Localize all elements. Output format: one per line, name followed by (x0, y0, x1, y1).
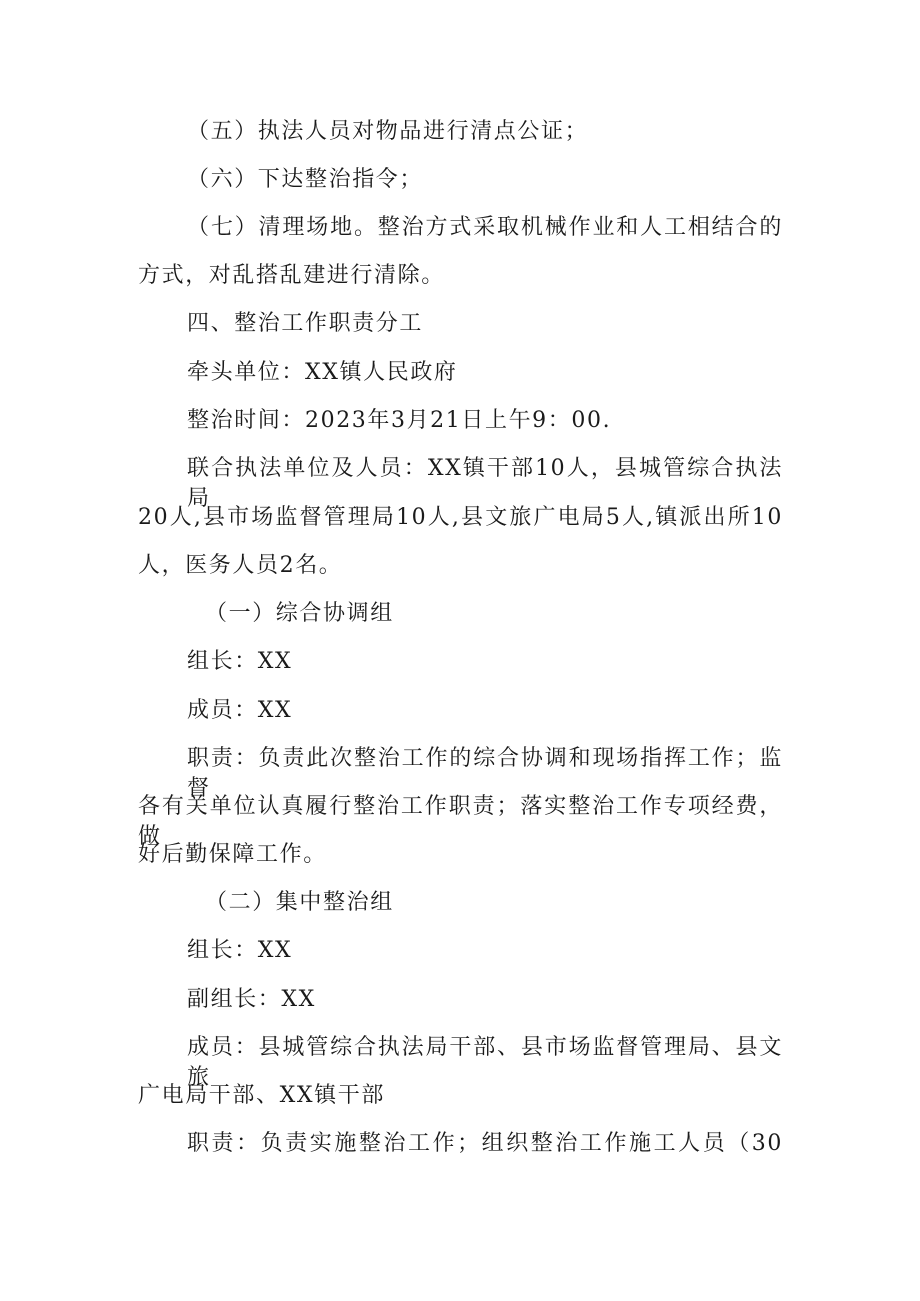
group-1-duty-line-3: 好后勤保障工作。 (138, 842, 327, 867)
group-2-members-line-1: 成员：县城管综合执法局干部、县市场监督管理局、县文旅 (187, 1035, 783, 1090)
group-1-duty-line-2: 各有关单位认真履行整治工作职责；落实整治工作专项经费，做 (138, 794, 783, 849)
group-1-leader: 组长：XX (187, 649, 293, 674)
group-1-duty-line-1: 职责：负责此次整治工作的综合协调和现场指挥工作；监督 (187, 746, 783, 801)
group-2-members-line-2: 广电局干部、XX镇干部 (138, 1083, 385, 1108)
item-7-line-1: （七）清理场地。整治方式采取机械作业和人工相结合的 (187, 215, 783, 240)
lead-unit-line: 牵头单位：XX镇人民政府 (187, 360, 458, 385)
group-2-duty-line-1: 职责：负责实施整治工作；组织整治工作施工人员（30 (187, 1131, 783, 1156)
group-2-deputy-leader: 副组长：XX (187, 987, 316, 1012)
group-2-leader: 组长：XX (187, 938, 293, 963)
group-2-heading: （二）集中整治组 (205, 890, 394, 915)
item-6-line: （六）下达整治指令； (187, 167, 424, 192)
joint-units-line-1: 联合执法单位及人员：XX镇干部10人，县城管综合执法局 (187, 456, 783, 511)
joint-units-line-2: 20人,县市场监督管理局10人,县文旅广电局5人,镇派出所10 (138, 505, 783, 530)
section-heading: 四、整治工作职责分工 (187, 311, 424, 336)
item-5-line: （五）执法人员对物品进行清点公证； (187, 119, 589, 144)
item-7-line-2: 方式，对乱搭乱建进行清除。 (138, 263, 445, 288)
group-1-heading: （一）综合协调组 (205, 601, 394, 626)
group-1-members: 成员：XX (187, 698, 293, 723)
schedule-line: 整治时间：2023年3月21日上午9：00. (187, 408, 612, 433)
joint-units-line-3: 人，医务人员2名。 (138, 553, 343, 578)
